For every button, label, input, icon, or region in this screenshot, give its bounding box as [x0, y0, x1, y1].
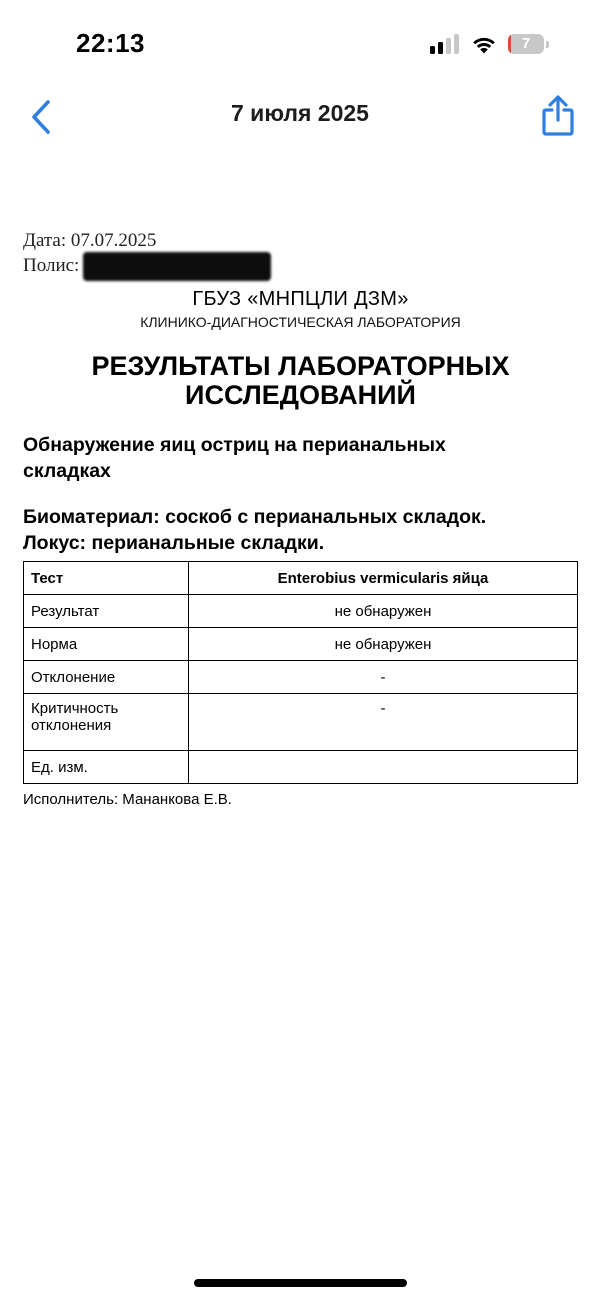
cellular-signal-icon — [430, 34, 462, 54]
status-time: 22:13 — [76, 28, 145, 58]
table-header-row — [24, 562, 578, 595]
status-bar — [0, 0, 600, 90]
battery-icon — [508, 34, 550, 54]
table-row — [24, 595, 578, 628]
row-value: не обнаружен — [189, 595, 578, 628]
test-title-line2: складках — [23, 460, 111, 482]
row-value — [189, 751, 578, 784]
wifi-icon — [470, 33, 498, 55]
battery-cap — [546, 41, 549, 48]
share-icon — [544, 97, 572, 134]
row-label-line1: Критичность — [31, 700, 119, 717]
row-label: Ед. изм. — [24, 751, 189, 784]
biomaterial: Биоматериал: соскоб с перианальных складок. — [23, 506, 487, 528]
nav-title: 7 июля 2025 — [231, 100, 369, 126]
table-row — [24, 751, 578, 784]
polis-label: Полис: — [23, 255, 80, 276]
test-title-line1: Обнаружение яиц остриц на перианальных — [23, 434, 446, 456]
executor: Исполнитель: Мананкова Е.В. — [23, 791, 232, 808]
row-label: Норма — [24, 628, 189, 661]
organization-name: ГБУЗ «МНПЦЛИ ДЗМ» — [192, 288, 409, 310]
header-test: Тест — [24, 562, 189, 595]
locus: Локус: перианальные складки. — [23, 532, 325, 554]
row-label-line2: отклонения — [31, 717, 112, 734]
nav-bar — [0, 92, 600, 142]
row-label: Результат — [24, 595, 189, 628]
battery-level: 7 — [521, 35, 531, 52]
row-value: - — [189, 694, 578, 751]
lab-report — [23, 228, 578, 808]
results-table — [23, 561, 578, 784]
polis-line — [23, 253, 578, 278]
report-title-line2: ИССЛЕДОВАНИЙ — [185, 380, 416, 410]
laboratory-name: КЛИНИКО-ДИАГНОСТИЧЕСКАЯ ЛАБОРАТОРИЯ — [140, 314, 461, 330]
table-row — [24, 694, 578, 751]
test-title — [23, 432, 578, 484]
header-test-name: Enterobius vermicularis яйца — [189, 562, 578, 595]
table-row — [24, 628, 578, 661]
share-button[interactable] — [538, 94, 578, 138]
report-date: Дата: 07.07.2025 — [23, 230, 157, 251]
row-value: - — [189, 661, 578, 694]
battery-body — [508, 34, 544, 54]
redaction-block — [83, 252, 271, 281]
home-indicator[interactable] — [194, 1279, 407, 1287]
report-title — [23, 352, 578, 410]
table-row — [24, 661, 578, 694]
report-title-line1: РЕЗУЛЬТАТЫ ЛАБОРАТОРНЫХ — [91, 351, 510, 381]
row-value: не обнаружен — [189, 628, 578, 661]
row-label — [24, 694, 189, 751]
row-label: Отклонение — [24, 661, 189, 694]
